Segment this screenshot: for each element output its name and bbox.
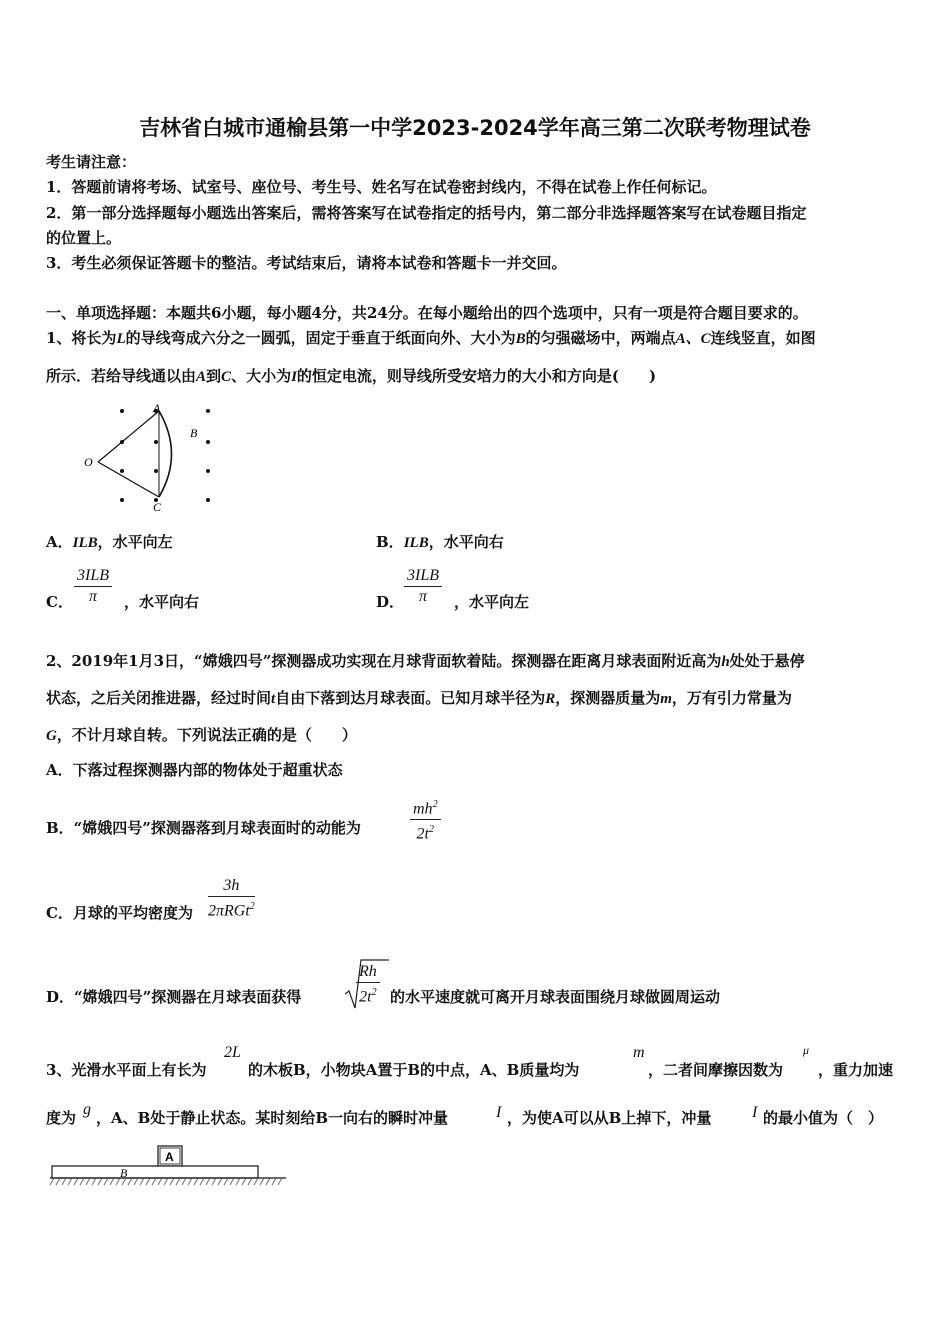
fig1-label-O: O (84, 455, 93, 469)
q3-mu: μ (803, 1043, 810, 1057)
fig1-label-A: A (153, 401, 161, 415)
q1-line-1: 1、将长为L的导线弯成六分之一圆弧，固定于垂直于纸面向外、大小为B的匀强磁场中，两端点A、C连线竖直，如图 (46, 329, 816, 347)
q1-option-a: A．ILB，水平向左 (46, 533, 173, 551)
q1-option-c-letter: C． (46, 593, 73, 611)
notice-item-3: 3．考生必须保证答题卡的整洁。考试结束后，请将本试卷和答题卡一并交回。 (46, 254, 567, 272)
q3-2L: 2L (224, 1044, 241, 1061)
q1-option-d-letter: D． (376, 593, 405, 611)
q3-board-block-figure (48, 1140, 293, 1192)
q1-option-b: B．ILB，水平向右 (376, 533, 504, 551)
notice-item-2: 2．第一部分选择题每小题选出答案后，需将答案写在试卷指定的括号内，第二部分非选择题答案写在试卷题目指定 (46, 204, 807, 222)
q2-option-d-text-a: D．“嫦娥四号”探测器在月球表面获得 (46, 988, 302, 1006)
q3-line-2a: 度为 (46, 1109, 77, 1127)
q2-option-d-fraction: Rh $2t^2$ (356, 962, 380, 1007)
q3-line-2d: 的最小值为（ ） (763, 1109, 884, 1127)
q1-magnetic-field-figure (80, 400, 220, 515)
q3-line-2b: ，A、B处于静止状态。某时刻给B一向右的瞬时冲量 (96, 1109, 448, 1127)
q2-line-3: G，不计月球自转。下列说法正确的是（ ） (46, 726, 357, 744)
fig1-label-B: B (190, 426, 198, 440)
q3-I-1: I (496, 1104, 502, 1121)
q2-option-d-text-b: 的水平速度就可离开月球表面围绕月球做圆周运动 (390, 988, 721, 1006)
q1-option-d-text: ，水平向左 (454, 593, 530, 611)
q2-line-1: 2、2019年1月3日，“嫦娥四号”探测器成功实现在月球背面软着陆。探测器在距离月球表面附近高为h处处于悬停 (46, 652, 805, 670)
q3-m: m (633, 1044, 645, 1061)
notice-item-2-cont: 的位置上。 (46, 229, 122, 247)
notice-item-1: 1．答题前请将考场、试室号、座位号、考生号、姓名写在试卷密封线内，不得在试卷上作任何标记。 (46, 178, 717, 196)
q1-option-c-fraction: 3ILB π (74, 566, 112, 607)
q3-I-2: I (752, 1104, 758, 1121)
q2-option-c-fraction: 3h 2πRGt$^2$ (208, 877, 255, 920)
q1-option-d-fraction: 3ILB π (404, 566, 442, 607)
notice-heading: 考生请注意： (46, 153, 137, 171)
fig3-label-B: B (120, 1166, 128, 1180)
q2-line-2: 状态，之后关闭推进器，经过时间t自由下落到达月球表面。已知月球半径为R，探测器质量为m，万有引力常量为 (46, 689, 792, 707)
q2-option-c-text: C．月球的平均密度为 (46, 904, 193, 922)
q3-line-1b: 的木板B，小物块A置于B的中点，A、B质量均为 (248, 1061, 580, 1079)
page-title: 吉林省白城市通榆县第一中学2023-2024学年高三第二次联考物理试卷 (139, 116, 811, 140)
q1-option-c-text: ，水平向右 (124, 593, 200, 611)
q1-line-2: 所示．若给导线通以由A到C、大小为I的恒定电流，则导线所受安培力的大小和方向是( ) (46, 367, 657, 385)
q3-line-1a: 3、光滑水平面上有长为 (46, 1061, 207, 1079)
q3-g: g (83, 1101, 91, 1118)
fig3-label-A: A (165, 1150, 174, 1164)
q2-option-b-text: B．“嫦娥四号”探测器落到月球表面时的动能为 (46, 819, 361, 837)
q2-option-b-fraction: $mh^2$ $2t^2$ (410, 795, 441, 845)
q3-line-1c: ，二者间摩擦因数为 (648, 1061, 784, 1079)
q2-option-a: A．下落过程探测器内部的物体处于超重状态 (46, 761, 343, 779)
q3-line-1d: ，重力加速 (818, 1061, 894, 1079)
section-header: 一、单项选择题：本题共6小题，每小题4分，共24分。在每小题给出的四个选项中，只有一项是符合题目要求的。 (46, 304, 808, 322)
fig1-label-C: C (153, 500, 162, 514)
q3-line-2c: ，为使A可以从B上掉下，冲量 (507, 1109, 712, 1127)
